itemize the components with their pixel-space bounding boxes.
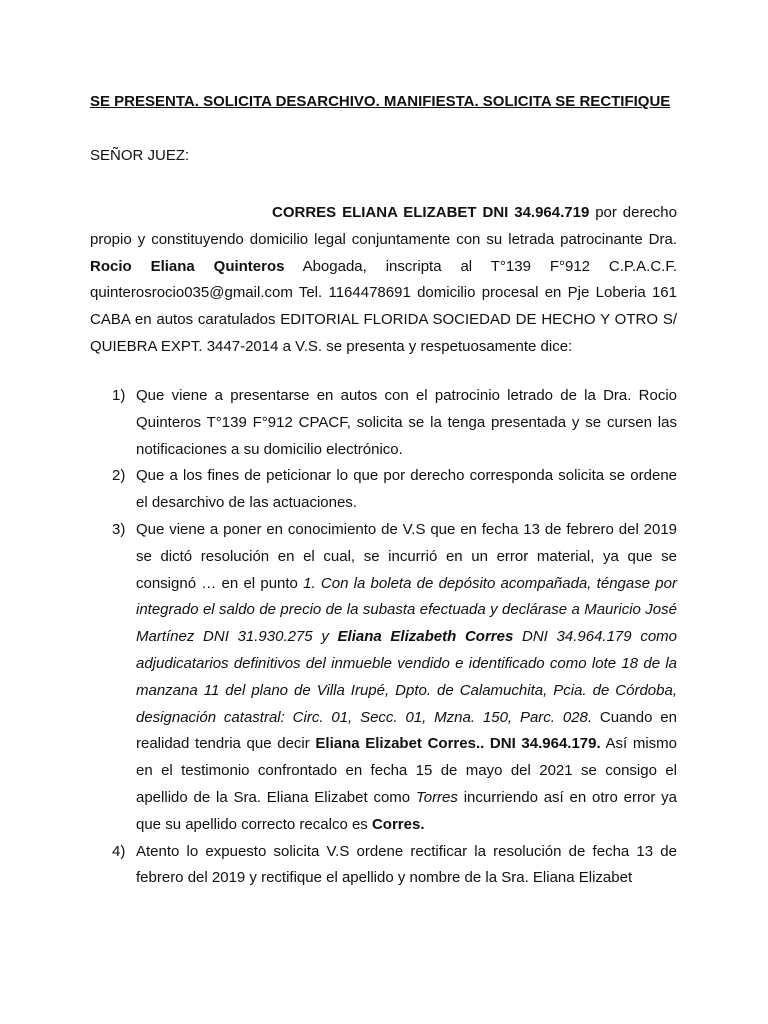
list-item: [90, 383, 677, 463]
list-number: 2): [112, 467, 126, 485]
wrong-surname: Torres: [415, 788, 458, 806]
intro-text-2: Abogada, inscripta al T°139 F°912 C.P.A.C.F. quinterosrocio035@gmail.com Tel. 1164478691 domicilio procesal en Pje Loberia 161 CABA en autos caratulados EDITORIAL FLORIDA SOCIEDAD DE HECHO Y OTRO S/ QUIEBRA EXPT. 3447-2014 a V.S. se presenta y respetuosamente dice:: [90, 257, 677, 355]
intro-text-1: por derecho propio y constituyendo domicilio legal conjuntamente con su letrada patrocinante Dra.: [90, 204, 677, 248]
item3-text-1: Que viene a poner en conocimiento de V.S que en fecha 13 de febrero del 2019 se dictó resolución en el cual, se incurrió en un error material, ya que se consignó … en el punto: [136, 520, 677, 592]
item3-text-3: Así mismo en el testimonio confrontado en fecha 15 de mayo del 2021 se consigo el apellido de la Sra. Eliana Elizabet como: [136, 735, 677, 806]
list-item-text: Que a los fines de peticionar lo que por derecho corresponda solicita se ordene el desarchivo de las actuaciones.: [136, 467, 677, 512]
petitioner-name-dni: CORRES ELIANA ELIZABET DNI 34.964.719: [272, 204, 590, 221]
list-item: [90, 463, 677, 517]
list-item-text: Atento lo expuesto solicita V.S ordene rectificar la resolución de fecha 13 de febrero del 2019 y rectifique el apellido y nombre de la Sra. Eliana Elizabet: [136, 842, 677, 887]
list-number: 3): [112, 520, 126, 538]
quoted-resolution-2: DNI 34.964.179 como adjudicatarios definitivos del inmueble vendido e identificado como lote 18 de la manzana 11 del plano de Villa Irupé, Dpto. de Calamuchita, Pcia. de Córdoba, designación catastral: Circ. 01, Secc. 01, Mzna. 150, Parc. 028.: [136, 628, 677, 726]
numbered-list: [90, 383, 677, 892]
item3-text-2: Cuando en realidad tendria que decir: [136, 708, 677, 753]
salutation: SEÑOR JUEZ:: [90, 147, 190, 164]
list-item: [90, 517, 677, 839]
list-number: 1): [112, 387, 126, 404]
correct-name-dni: Eliana Elizabet Corres.. DNI 34.964.179.: [315, 735, 601, 753]
document-title: SE PRESENTA. SOLICITA DESARCHIVO. MANIFIESTA. SOLICITA SE RECTIFIQUE: [90, 93, 671, 110]
correct-surname: Corres.: [371, 815, 425, 833]
quoted-name-bold: Eliana Elizabeth Corres: [337, 628, 514, 646]
intro-paragraph: [90, 200, 677, 361]
quoted-resolution-1: 1. Con la boleta de depósito acompañada, téngase por integrado el saldo de precio de la subasta efectuada y declárase a Mauricio José Martínez DNI 31.930.275 y: [136, 574, 677, 646]
list-number: 4): [112, 842, 126, 860]
item3-text-4: incurriendo así en otro error ya que su apellido correcto recalco es: [136, 788, 677, 833]
list-item: [90, 839, 677, 893]
lawyer-name: Rocio Eliana Quinteros: [90, 257, 285, 275]
list-item-text: Que viene a presentarse en autos con el patrocinio letrado de la Dra. Rocio Quinteros T°139 F°912 CPACF, solicita se la tenga presentada y se cursen las notificaciones a su domicilio electrónico.: [136, 387, 677, 458]
